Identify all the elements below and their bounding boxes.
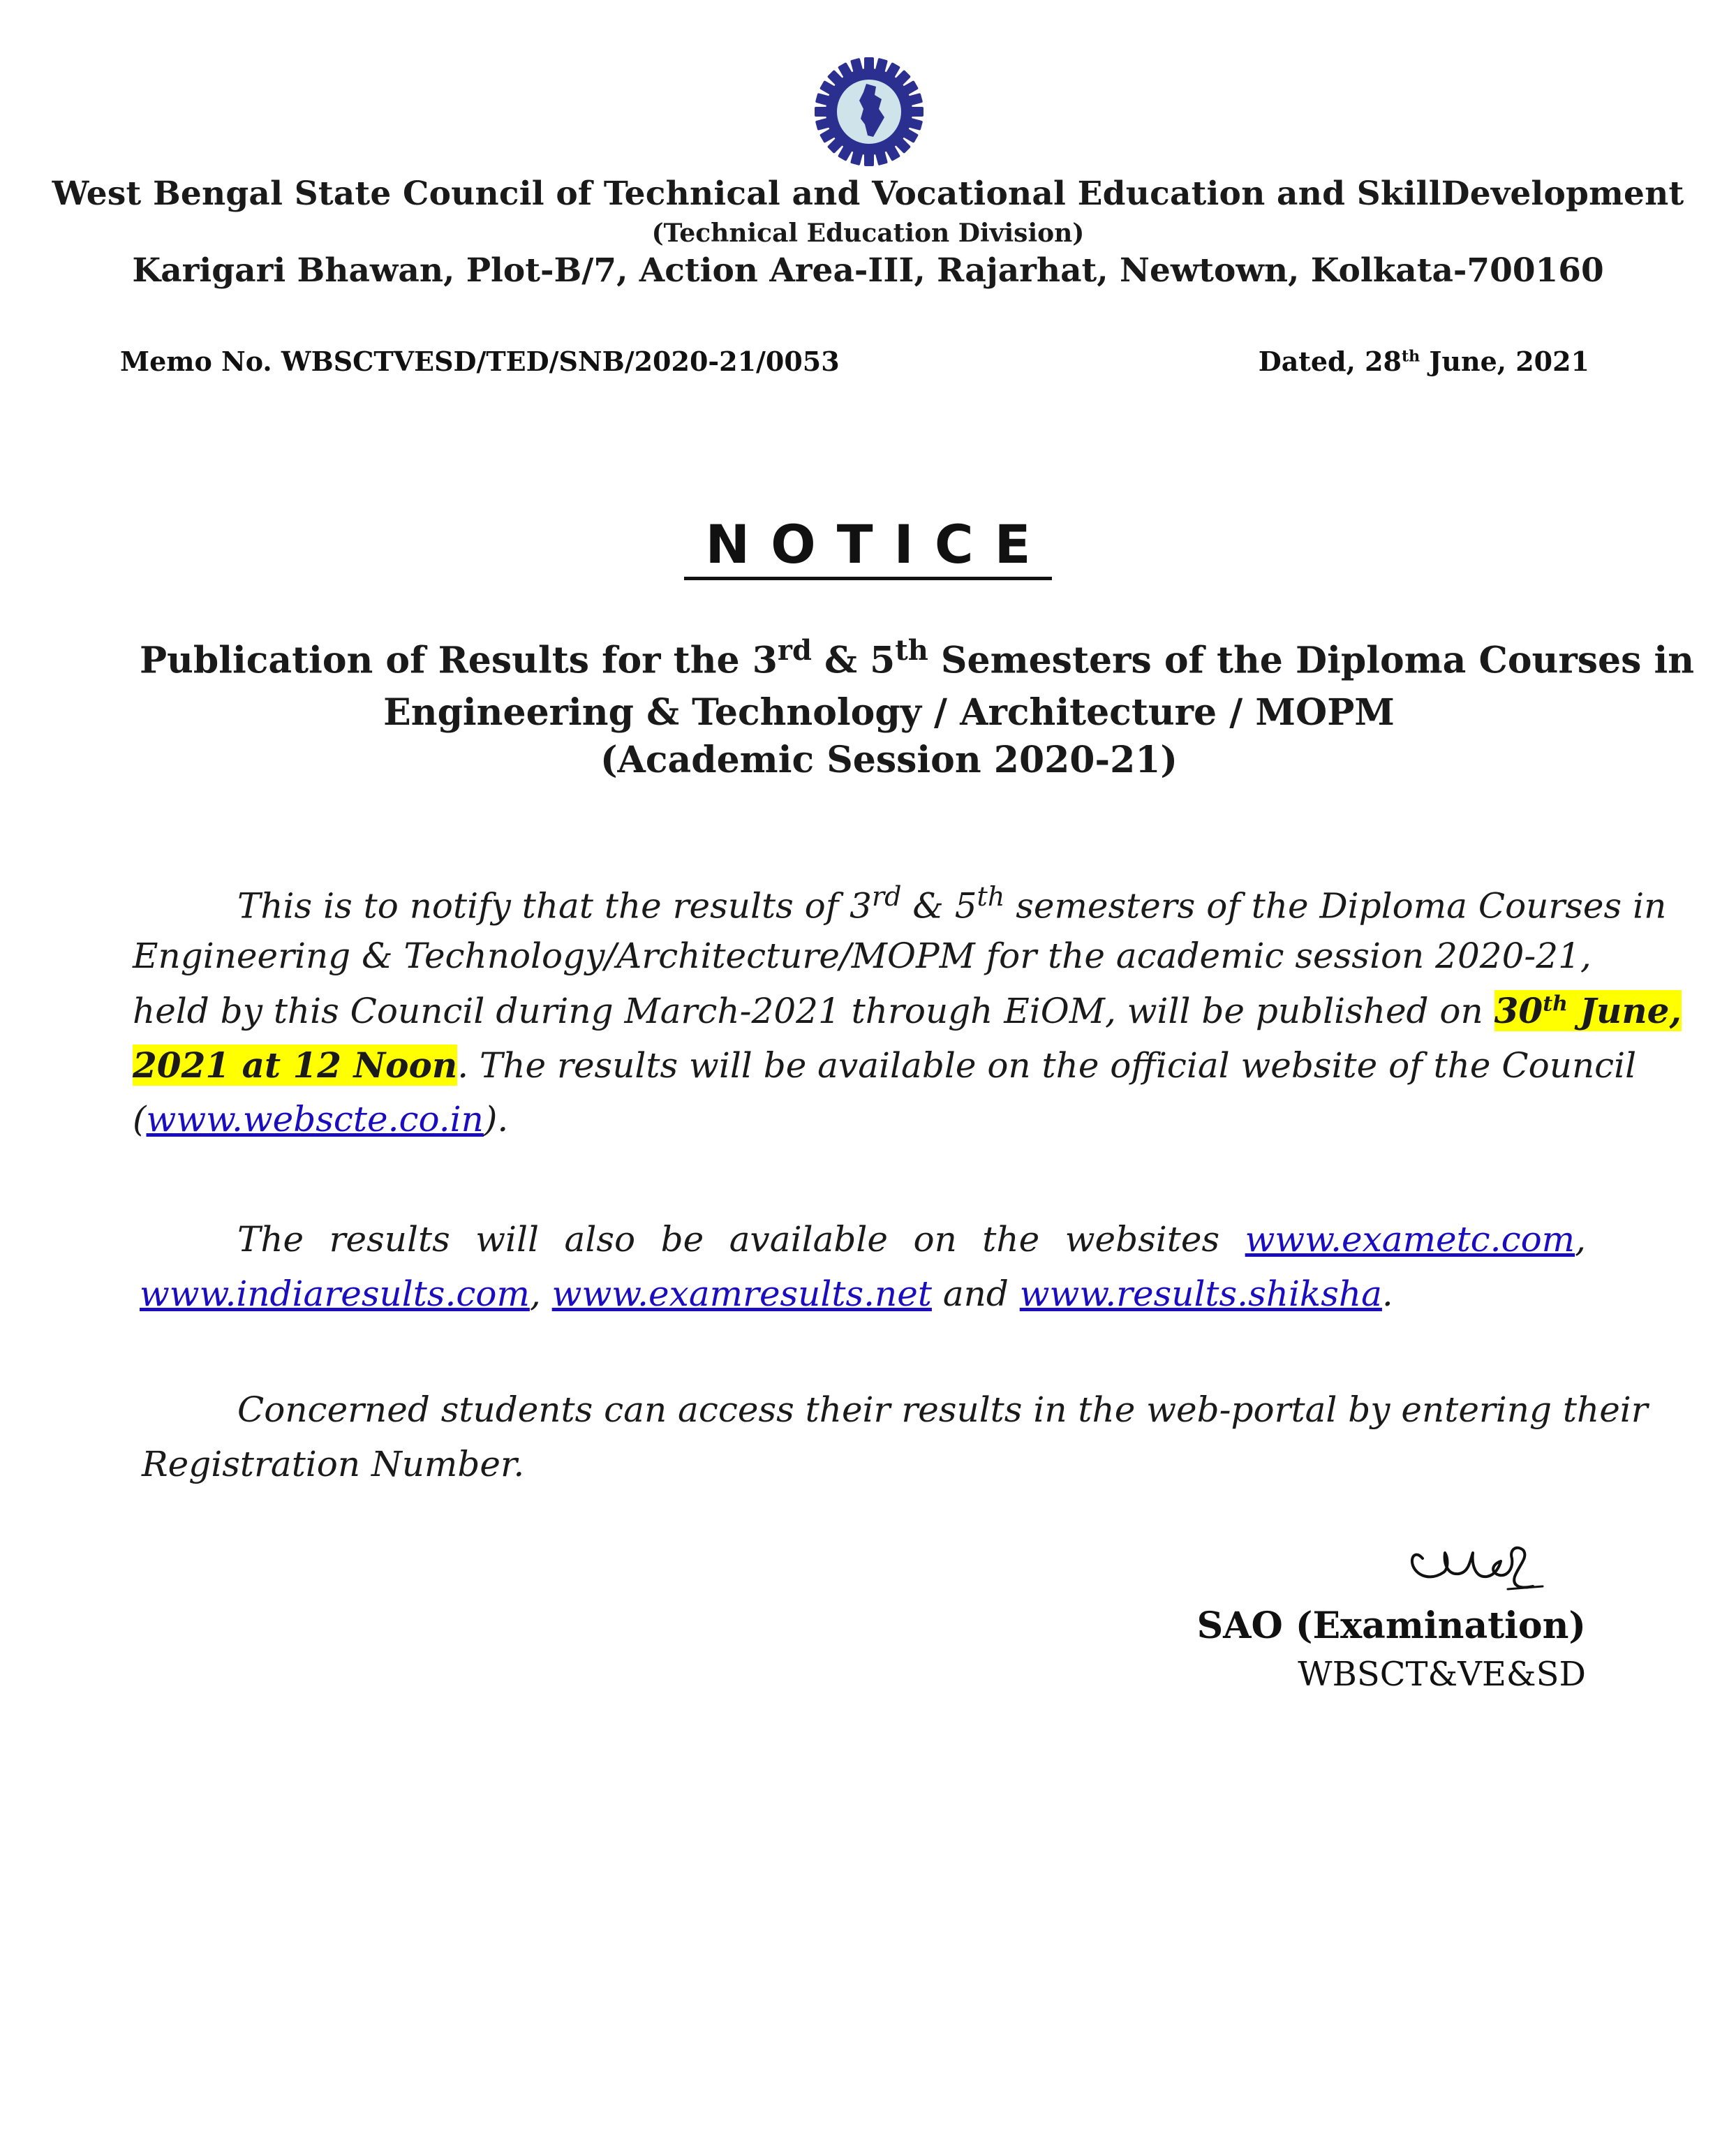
highlighted-time: 2021 at 12 Noon bbox=[133, 1045, 458, 1086]
exametc-link[interactable]: www.exametc.com bbox=[1245, 1219, 1575, 1260]
memo-number: Memo No. WBSCTVESD/TED/SNB/2020-21/0053 bbox=[120, 346, 840, 377]
subject-text-a: Publication of Results for the 3 bbox=[139, 639, 778, 682]
highlighted-date bbox=[1494, 990, 1682, 1031]
p1-l5-b: ). bbox=[483, 1099, 509, 1139]
p1-l4-b: . The results will be available on the official website of the Council bbox=[457, 1045, 1637, 1086]
paragraph3-line-2: Registration Number. bbox=[142, 1444, 525, 1484]
webscte-link[interactable]: www.webscte.co.in bbox=[146, 1099, 484, 1139]
notice-title bbox=[0, 513, 1736, 575]
p1-sup-rd: rd bbox=[871, 881, 902, 912]
subject-line-3: (Academic Session 2020-21) bbox=[600, 739, 1178, 781]
subject-sup-rd: rd bbox=[777, 634, 812, 667]
paragraph1-line-5 bbox=[133, 1099, 1586, 1139]
division-name: (Technical Education Division) bbox=[651, 219, 1085, 248]
p1-l1-a: This is to notify that the results of 3 bbox=[237, 885, 872, 927]
examresults-link[interactable]: www.examresults.net bbox=[551, 1274, 932, 1314]
handwritten-signature bbox=[1403, 1522, 1585, 1606]
paragraph2-line-2 bbox=[140, 1274, 1593, 1314]
council-logo bbox=[812, 54, 926, 169]
notice-title-text: NOTICE bbox=[684, 513, 1051, 580]
memo-date-suffix: June, 2021 bbox=[1420, 346, 1589, 377]
signature-icon bbox=[1403, 1522, 1585, 1606]
signatory-title: SAO (Examination) bbox=[1196, 1604, 1586, 1647]
subject-line-2: Engineering & Technology / Architecture / MOPM bbox=[383, 691, 1395, 734]
p2-l1-a: The results will also be available on the websites bbox=[237, 1219, 1245, 1260]
paragraph1-line-4 bbox=[133, 1045, 1637, 1086]
subject-line-1 bbox=[49, 634, 1736, 681]
p2-sep-1: , bbox=[529, 1274, 552, 1314]
indiaresults-link[interactable]: www.indiaresults.com bbox=[140, 1274, 530, 1314]
logo-emblem-icon bbox=[812, 54, 926, 169]
p1-l1-b: & 5 bbox=[901, 885, 977, 927]
subject-text-c: Semesters of the Diploma Courses in bbox=[928, 639, 1695, 682]
hl-date-sup: th bbox=[1543, 991, 1568, 1017]
paragraph1-line-1 bbox=[133, 881, 1667, 927]
paragraph2-line-1 bbox=[133, 1219, 1586, 1260]
signatory-organization: WBSCT&VE&SD bbox=[1298, 1655, 1586, 1694]
p2-l1-b: , bbox=[1575, 1219, 1586, 1260]
organization-name: West Bengal State Council of Technical and Vocational Education and SkillDevelopment bbox=[52, 175, 1684, 213]
memo-date-prefix: Dated, 28 bbox=[1258, 346, 1402, 377]
p2-sep-2: and bbox=[931, 1274, 1020, 1314]
memo-date-sup: th bbox=[1401, 347, 1420, 366]
organization-address: Karigari Bhawan, Plot-B/7, Action Area-III, Rajarhat, Newtown, Kolkata-700160 bbox=[132, 251, 1604, 290]
p1-l5-a: ( bbox=[133, 1099, 147, 1139]
paragraph1-line-3 bbox=[133, 990, 1682, 1031]
p1-l1-c: semesters of the Diploma Courses in bbox=[1004, 885, 1667, 927]
paragraph1-line-2: Engineering & Technology/Architecture/MOPM for the academic session 2020-21, bbox=[133, 936, 1592, 976]
p2-end: . bbox=[1381, 1274, 1393, 1314]
hl-date-b: June, bbox=[1567, 990, 1682, 1031]
memo-date bbox=[1259, 346, 1589, 377]
p1-sup-th: th bbox=[977, 881, 1005, 912]
subject-text-b: & 5 bbox=[811, 639, 896, 682]
paragraph3-line-1: Concerned students can access their results in the web-portal by entering their bbox=[237, 1389, 1648, 1430]
p1-l3-a: held by this Council during March-2021 through EiOM, will be published on bbox=[133, 991, 1494, 1031]
subject-sup-th: th bbox=[895, 634, 928, 667]
hl-date-a: 30 bbox=[1494, 990, 1543, 1031]
results-shiksha-link[interactable]: www.results.shiksha bbox=[1019, 1274, 1382, 1314]
